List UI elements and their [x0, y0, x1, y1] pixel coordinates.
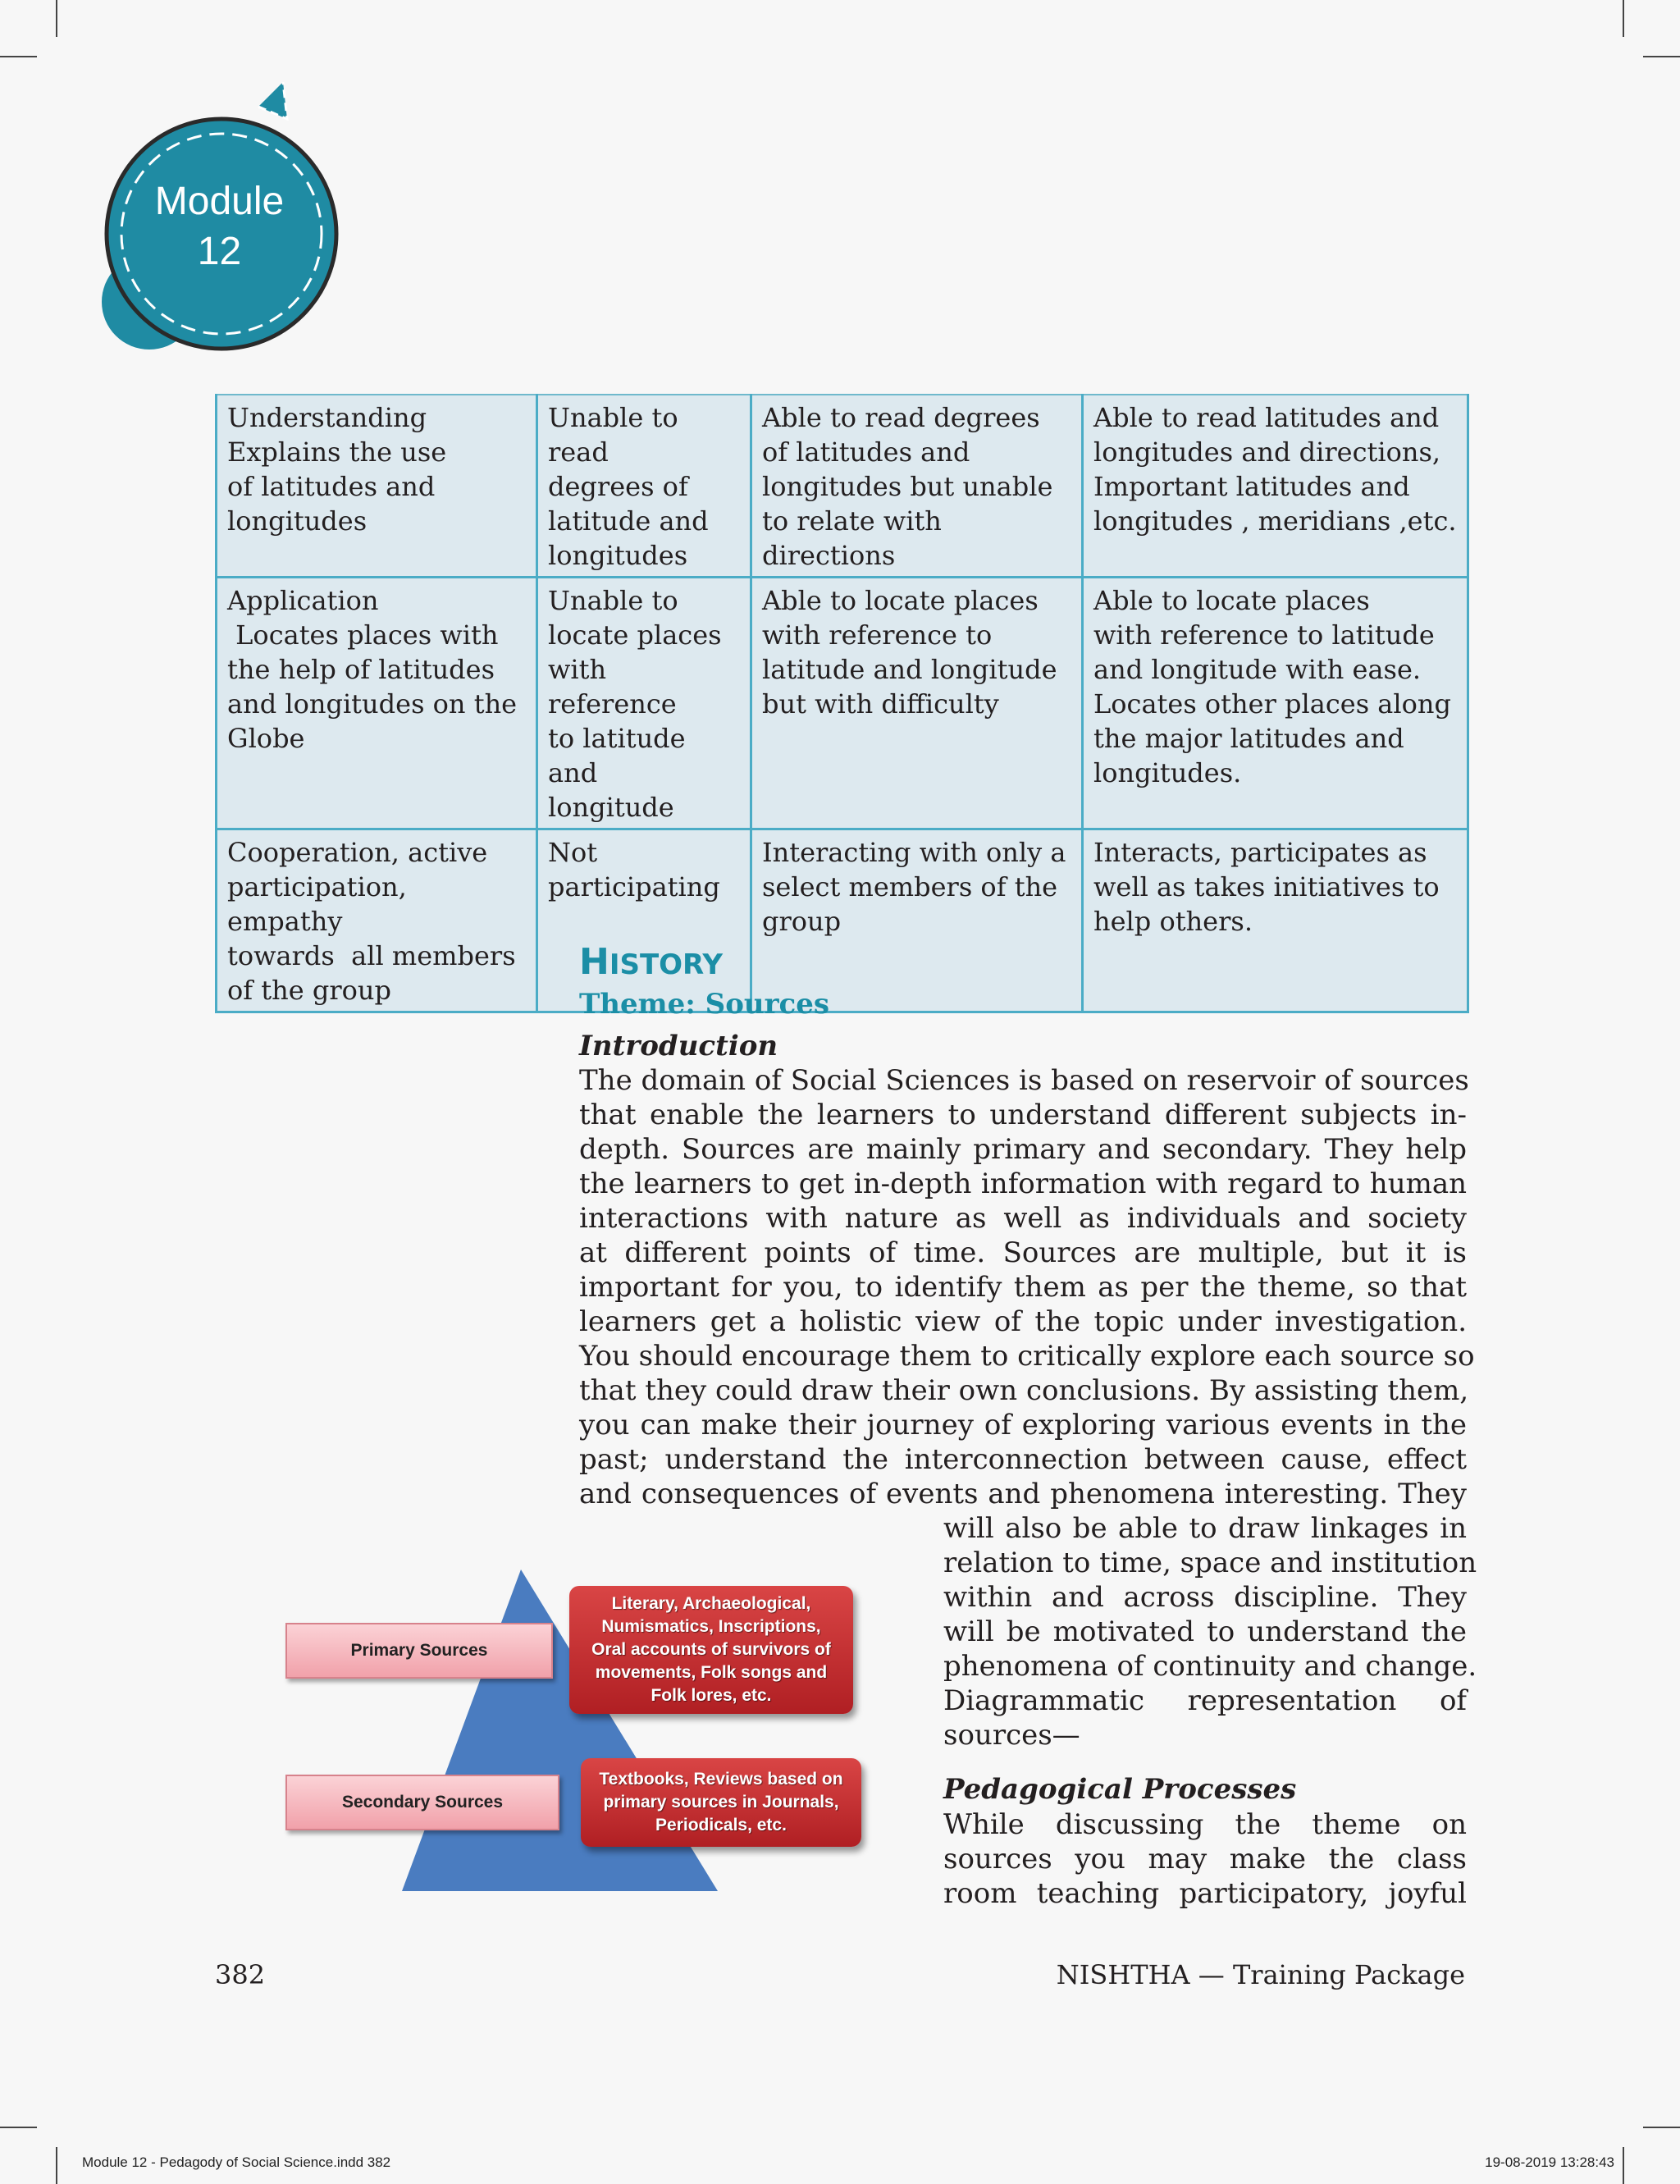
- paragraph-line: depth. Sources are mainly primary and secondary. They help: [579, 1133, 1467, 1166]
- publication-title: NISHTHA — Training Package: [1056, 1959, 1465, 1990]
- table-row: [217, 829, 1468, 1012]
- introduction-heading: Introduction: [579, 1030, 778, 1062]
- criteria-cell: Understanding Explains the use of latitudes and longitudes: [217, 395, 537, 578]
- module-label: Module: [154, 180, 285, 223]
- primary-sources-label: [285, 1623, 553, 1679]
- pedagogical-paragraph: [943, 1807, 1467, 1911]
- paragraph-line: you can make their journey of exploring various events in the: [579, 1409, 1467, 1442]
- paragraph-line: You should encourage them to critically explore each source so: [579, 1340, 1475, 1373]
- paragraph-line: learners get a holistic view of the topic under investigation.: [579, 1305, 1467, 1338]
- secondary-example-line: Periodicals, etc.: [655, 1816, 787, 1834]
- page-number: 382: [215, 1959, 266, 1990]
- pedagogical-processes-heading: Pedagogical Processes: [943, 1773, 1297, 1806]
- crop-mark: [56, 0, 57, 37]
- theme-heading: Theme: Sources: [579, 988, 829, 1021]
- level-cell: Able to locate places with reference to latitude and longitude with ease. Locates other places along the major latitudes and longitudes.: [1083, 578, 1468, 829]
- paragraph-line: past; understand the interconnection between cause, effect: [579, 1443, 1467, 1476]
- paragraph-line: at different points of time. Sources are multiple, but it is: [579, 1236, 1467, 1269]
- table-row: [217, 578, 1468, 829]
- slug-timestamp: 19-08-2019 13:28:43: [1485, 2154, 1614, 2170]
- paragraph-line: important for you, to identify them as per the theme, so that: [579, 1271, 1467, 1304]
- crop-mark: [0, 56, 37, 57]
- primary-sources-text: Primary Sources: [350, 1641, 488, 1660]
- section-heading-history: [579, 941, 723, 983]
- primary-example-line: Oral accounts of survivors of: [591, 1640, 831, 1659]
- level-cell: Unable to locate places with reference to latitude and longitude: [537, 578, 751, 829]
- heading-initial: H: [579, 941, 609, 983]
- assessment-rubric-table: [215, 394, 1469, 1013]
- level-cell: Able to read latitudes and longitudes and directions, Important latitudes and longitudes , meridians ,etc.: [1083, 395, 1468, 578]
- paragraph-line: will also be able to draw linkages in: [943, 1512, 1467, 1545]
- paragraph-line: and consequences of events and phenomena interesting. They: [579, 1478, 1467, 1510]
- paragraph-line: that enable the learners to understand different subjects in-: [579, 1099, 1467, 1131]
- primary-example-line: Folk lores, etc.: [651, 1686, 772, 1705]
- level-cell: Able to read degrees of latitudes and longitudes but unable to relate with directions: [751, 395, 1083, 578]
- primary-examples-box: [569, 1586, 853, 1714]
- module-number: 12: [197, 230, 242, 273]
- level-cell: Interacting with only a select members of the group: [751, 829, 1083, 1012]
- level-cell: Unable to read degrees of latitude and longitudes: [537, 395, 751, 578]
- paragraph-line: will be motivated to understand the: [943, 1615, 1467, 1648]
- paragraph-line: phenomena of continuity and change.: [943, 1650, 1477, 1683]
- crop-mark: [0, 2127, 37, 2128]
- paragraph-line: The domain of Social Sciences is based on reservoir of sources: [579, 1064, 1469, 1097]
- paragraph-line: room teaching participatory, joyful: [943, 1877, 1467, 1910]
- paragraph-line: that they could draw their own conclusions. By assisting them,: [579, 1374, 1469, 1407]
- table-row: [217, 395, 1468, 578]
- secondary-example-line: primary sources in Journals,: [603, 1793, 839, 1812]
- paragraph-line: within and across discipline. They: [943, 1581, 1467, 1614]
- paragraph-line: sources—: [943, 1719, 1080, 1752]
- secondary-examples-box: [581, 1758, 861, 1847]
- secondary-sources-text: Secondary Sources: [341, 1793, 504, 1812]
- secondary-sources-label: [285, 1775, 559, 1830]
- secondary-example-line: Textbooks, Reviews based on: [599, 1770, 843, 1789]
- introduction-paragraph: [579, 1063, 1475, 1511]
- crop-mark: [1623, 0, 1624, 37]
- paragraph-line: relation to time, space and institution: [943, 1547, 1477, 1579]
- slug-file-name: Module 12 - Pedagody of Social Science.indd 382: [82, 2154, 391, 2170]
- paragraph-line: While discussing the theme on: [943, 1808, 1467, 1841]
- primary-example-line: movements, Folk songs and: [595, 1663, 828, 1682]
- heading-rest: ISTORY: [609, 948, 724, 981]
- paragraph-line: interactions with nature as well as individuals and society: [579, 1202, 1467, 1235]
- crop-mark: [1623, 2147, 1624, 2184]
- introduction-continuation: [943, 1511, 1477, 1752]
- paragraph-line: sources you may make the class: [943, 1843, 1467, 1876]
- crop-mark: [1643, 56, 1680, 57]
- primary-example-line: Literary, Archaeological,: [611, 1594, 811, 1613]
- crop-mark: [56, 2147, 57, 2184]
- criteria-cell: Application Locates places with the help of latitudes and longitudes on the Globe: [217, 578, 537, 829]
- paragraph-line: the learners to get in-depth information with regard to human: [579, 1167, 1467, 1200]
- primary-example-line: Numismatics, Inscriptions,: [601, 1617, 821, 1636]
- level-cell: Able to locate places with reference to latitude and longitude but with difficulty: [751, 578, 1083, 829]
- module-badge-label: [107, 176, 332, 276]
- crop-mark: [1643, 2127, 1680, 2128]
- level-cell: Interacts, participates as well as takes initiatives to help others.: [1083, 829, 1468, 1012]
- level-cell: Not participating: [537, 829, 751, 1012]
- criteria-cell: Cooperation, active participation, empathy towards all members of the group: [217, 829, 537, 1012]
- sources-diagram: [279, 1563, 878, 1891]
- paragraph-line: Diagrammatic representation of: [943, 1684, 1467, 1717]
